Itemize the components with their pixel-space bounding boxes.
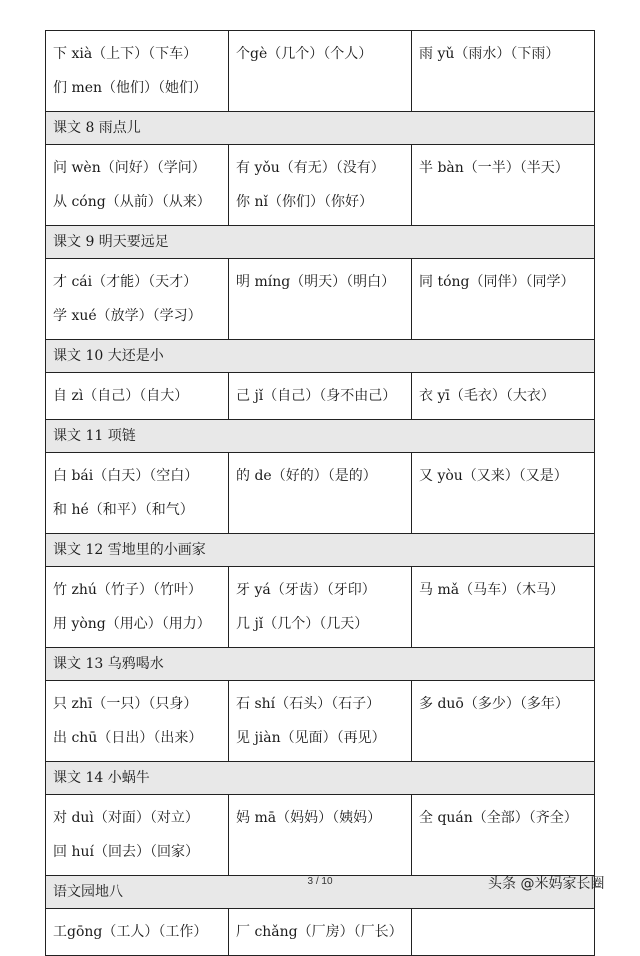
word-cell xyxy=(46,795,229,876)
character-entry: 厂 chǎng（厂房）（厂长） xyxy=(236,924,403,940)
word-row xyxy=(46,31,595,112)
character-entry: 个gè（几个）（个人） xyxy=(236,46,373,62)
character-entry: 己 jǐ（自己）（身不由己） xyxy=(236,388,397,404)
word-cell xyxy=(46,909,229,956)
lesson-title: 课文 14 小蜗牛 xyxy=(46,762,595,795)
word-row xyxy=(46,453,595,534)
word-cell xyxy=(229,567,412,648)
word-cell xyxy=(412,681,595,762)
character-entry: 竹 zhú（竹子）（竹叶） xyxy=(53,582,202,598)
character-entry: 同 tóng（同伴）（同学） xyxy=(419,274,575,290)
word-cell xyxy=(412,453,595,534)
word-cell xyxy=(229,681,412,762)
word-cell xyxy=(412,567,595,648)
character-entry: 你 nǐ（你们）（你好） xyxy=(236,194,373,210)
character-entry: 出 chū（日出）（出来） xyxy=(53,730,203,746)
word-row xyxy=(46,373,595,420)
word-cell xyxy=(229,795,412,876)
word-cell xyxy=(412,259,595,340)
word-cell xyxy=(412,373,595,420)
word-row xyxy=(46,567,595,648)
word-cell xyxy=(412,909,595,956)
character-entry: 半 bàn（一半）（半天） xyxy=(419,160,569,176)
lesson-header-row xyxy=(46,534,595,567)
lesson-title: 课文 9 明天要远足 xyxy=(46,226,595,259)
lesson-header-row xyxy=(46,762,595,795)
character-entry: 全 quán（全部）（齐全） xyxy=(419,810,578,826)
character-entry: 有 yǒu（有无）（没有） xyxy=(236,160,385,176)
character-entry: 牙 yá（牙齿）（牙印） xyxy=(236,582,376,598)
character-entry: 雨 yǔ（雨水）（下雨） xyxy=(419,46,560,62)
character-entry: 的 de（好的）（是的） xyxy=(236,468,377,484)
character-entry: 白 bái（白天）（空白） xyxy=(53,468,199,484)
word-cell xyxy=(46,453,229,534)
character-entry: 回 huí（回去）（回家） xyxy=(53,844,199,860)
word-cell xyxy=(229,145,412,226)
character-entry: 问 wèn（问好）（学问） xyxy=(53,160,206,176)
character-entry: 对 duì（对面）（对立） xyxy=(53,810,199,826)
character-entry: 学 xué（放学）（学习） xyxy=(53,308,202,324)
character-entry: 几 jǐ（几个）（几天） xyxy=(236,616,369,632)
word-row xyxy=(46,259,595,340)
word-row xyxy=(46,909,595,956)
vocabulary-table xyxy=(45,30,595,956)
lesson-header-row xyxy=(46,420,595,453)
word-cell xyxy=(412,795,595,876)
character-entry: 自 zì（自己）（自大） xyxy=(53,388,189,404)
vocabulary-table-body xyxy=(46,31,595,956)
character-entry: 妈 mā（妈妈）（姨妈） xyxy=(236,810,382,826)
word-cell xyxy=(229,373,412,420)
character-entry: 石 shí（石头）（石子） xyxy=(236,696,381,712)
word-cell xyxy=(46,681,229,762)
word-cell xyxy=(46,373,229,420)
word-row xyxy=(46,795,595,876)
lesson-header-row xyxy=(46,112,595,145)
lesson-title: 课文 12 雪地里的小画家 xyxy=(46,534,595,567)
lesson-title: 课文 10 大还是小 xyxy=(46,340,595,373)
watermark-text: 头条 @米妈家长圈 xyxy=(488,876,605,892)
lesson-title: 课文 11 项链 xyxy=(46,420,595,453)
character-entry: 马 mǎ（马车）（木马） xyxy=(419,582,565,598)
character-entry: 又 yòu（又来）（又是） xyxy=(419,468,568,484)
word-cell xyxy=(229,909,412,956)
word-cell xyxy=(412,31,595,112)
character-entry: 只 zhī（一只）（只身） xyxy=(53,696,198,712)
character-entry: 衣 yī（毛衣）（大衣） xyxy=(419,388,555,404)
word-row xyxy=(46,681,595,762)
lesson-header-row xyxy=(46,340,595,373)
character-entry: 用 yòng（用心）（用力） xyxy=(53,616,211,632)
character-entry: 工gōng（工人）（工作） xyxy=(53,924,208,940)
lesson-header-row xyxy=(46,226,595,259)
lesson-title: 课文 8 雨点儿 xyxy=(46,112,595,145)
character-entry: 下 xià（上下）（下车） xyxy=(53,46,198,62)
word-cell xyxy=(46,145,229,226)
character-entry: 见 jiàn（见面）（再见） xyxy=(236,730,386,746)
page-number: 3 / 10 xyxy=(307,876,333,887)
lesson-title: 语文园地八 xyxy=(46,876,595,909)
character-entry: 们 men（他们）（她们） xyxy=(53,80,208,96)
word-row xyxy=(46,145,595,226)
word-cell xyxy=(46,259,229,340)
character-entry: 从 cóng（从前）（从来） xyxy=(53,194,211,210)
word-cell xyxy=(412,145,595,226)
word-cell xyxy=(46,567,229,648)
character-entry: 和 hé（和平）（和气） xyxy=(53,502,194,518)
word-cell xyxy=(229,259,412,340)
character-entry: 多 duō（多少）（多年） xyxy=(419,696,569,712)
lesson-header-row xyxy=(46,648,595,681)
word-cell xyxy=(46,31,229,112)
word-cell xyxy=(229,453,412,534)
character-entry: 才 cái（才能）（天才） xyxy=(53,274,198,290)
word-cell xyxy=(229,31,412,112)
character-entry: 明 míng（明天）（明白） xyxy=(236,274,396,290)
lesson-title: 课文 13 乌鸦喝水 xyxy=(46,648,595,681)
